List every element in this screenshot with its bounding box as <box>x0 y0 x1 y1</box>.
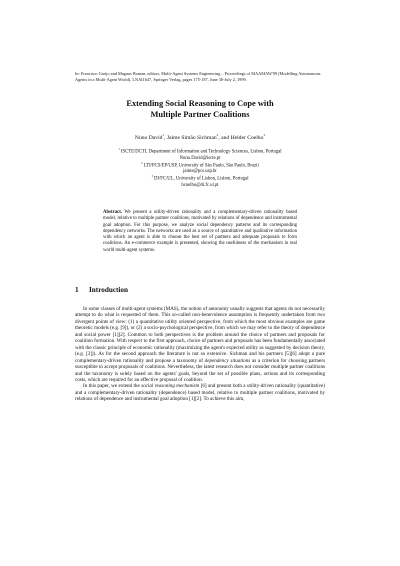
affiliation-3-email: hcoelho@di.fc.ul.pt <box>181 182 219 188</box>
body-text <box>75 306 325 403</box>
abstract-label: Abstract. <box>103 210 123 215</box>
author-separator: , <box>164 135 167 141</box>
affiliation-3-mark: 3 <box>151 174 153 179</box>
paragraph-1-emphasis: dependency situations <box>204 357 251 364</box>
section-title: Introduction <box>89 286 129 294</box>
affiliation-1-mark: 1 <box>118 147 120 151</box>
paragraph-1-part-a: In some classes of multi-agent systems (MAS), the notion of autonomy usually suggests that agents do not necessarily attempt to do what is requested of them. This so-called non-benevolence assumption is frequently undertaken from two divergent points of view: (1) a quantitative utility oriented perspective, from which the most obvious examples are game theoretic models (e.g. [9]), or (2) a socio-psychological perspective, from which we may refer to the theory of dependence and social power [1][2]. Common to both perspectives is the problem around the choice of partners and proposals for coalition formation. With respect to the first approach, choice of partners and proposals has been fundamentally associated with the classic principle of economic rationality (maximizing the agent's expected utility as suggested by decision theory, (e.g. [3])). As for the second approach the literature is not so extensive. Sichman and his partners [5][6] adopt a pure complementary-driven rationality and propose a taxonomy of <box>75 306 325 364</box>
paragraph-1-part-b: as a criterion for choosing partners susceptible to accept proposals of coalitions. Nevertheless, the latest research does not consider multiple partner coalitions and the taxonomy is solely based on the agents' goals, beyond the set of possible plans, actions and its corresponding costs, which are required for an effective proposal of coalition. <box>75 357 325 383</box>
author-2: Jaime Simão Sichman <box>166 135 217 141</box>
title-line-2: Multiple Partner Coalitions <box>150 110 250 119</box>
affiliation-2-name: LTI/PCS/EP/USP, University of São Paulo, São Paulo, Brazil <box>143 163 259 169</box>
paragraph-2-part-a: In this paper, we extend the <box>83 383 142 390</box>
paragraph-1 <box>75 306 325 383</box>
author-3: Helder Coelho <box>230 135 264 141</box>
affiliation-2-mark: 2 <box>141 160 143 165</box>
author-1-mark: 1 <box>162 133 165 138</box>
affiliation-3-name: DI/FC/UL, University of Lisbon, Lisbon, Portugal <box>154 176 249 182</box>
affiliation-1 <box>75 149 325 162</box>
paper-title <box>75 98 325 120</box>
author-list <box>75 135 325 142</box>
abstract-text: We present a utility-driven rationality and a complementary-driven rationality based model, relative to multiple partner coalitions, motivated by relations of dependence and instrumental goal adoption. For this purpose, we analyze social dependency patterns and its corresponding dependency networks. The networks are used as a source of quantitative and qualitative information with which an agent is able to choose the best set of partners and adequate proposals to form coalitions. An e-commerce example is presented, showing the usefulness of the mechanism in real world multi-agent systems. <box>103 210 297 253</box>
affiliation-1-name: ISCTE/DCTI, Department of Information and Technology Sciences, Lisbon, Portugal <box>120 149 282 155</box>
affiliation-2-email: jaime@pcs.usp.br <box>183 169 217 175</box>
author-2-mark: 2 <box>216 133 219 138</box>
abstract <box>103 210 297 254</box>
affiliation-1-email: Nuno.David@iscte.pt <box>179 155 221 161</box>
paragraph-2 <box>75 383 325 402</box>
affiliation-3 <box>75 176 325 189</box>
author-1: Nuno David <box>134 135 163 141</box>
citation-header: In: Francisco Garijo and Magnus Boman, editors, Multi-Agent Systems Engineering – Proceedings of MAAMAW'99 (Modelling Autonomous Agents in a Multi-Agent World), LNAI1647, Springer Verlag, pages 175-187, June 30-July 2, 1999. <box>75 71 321 83</box>
section-number: 1 <box>75 286 79 294</box>
affiliations <box>75 149 325 190</box>
author-conjunction: , and <box>218 135 231 141</box>
paragraph-2-emphasis: social reasoning mechanism <box>141 383 200 390</box>
section-heading <box>75 286 325 295</box>
title-line-1: Extending Social Reasoning to Cope with <box>126 99 274 108</box>
author-3-mark: 3 <box>263 133 266 138</box>
paragraph-2-part-b: [6] and present both a utility-driven rationality (quantitative) and a complementary-driven rationality (dependence) based model, relative to multiple partner coalitions, motivated by relations of dependence and instrumental goal adoption [1][2]. To achieve this aim, <box>75 383 325 403</box>
